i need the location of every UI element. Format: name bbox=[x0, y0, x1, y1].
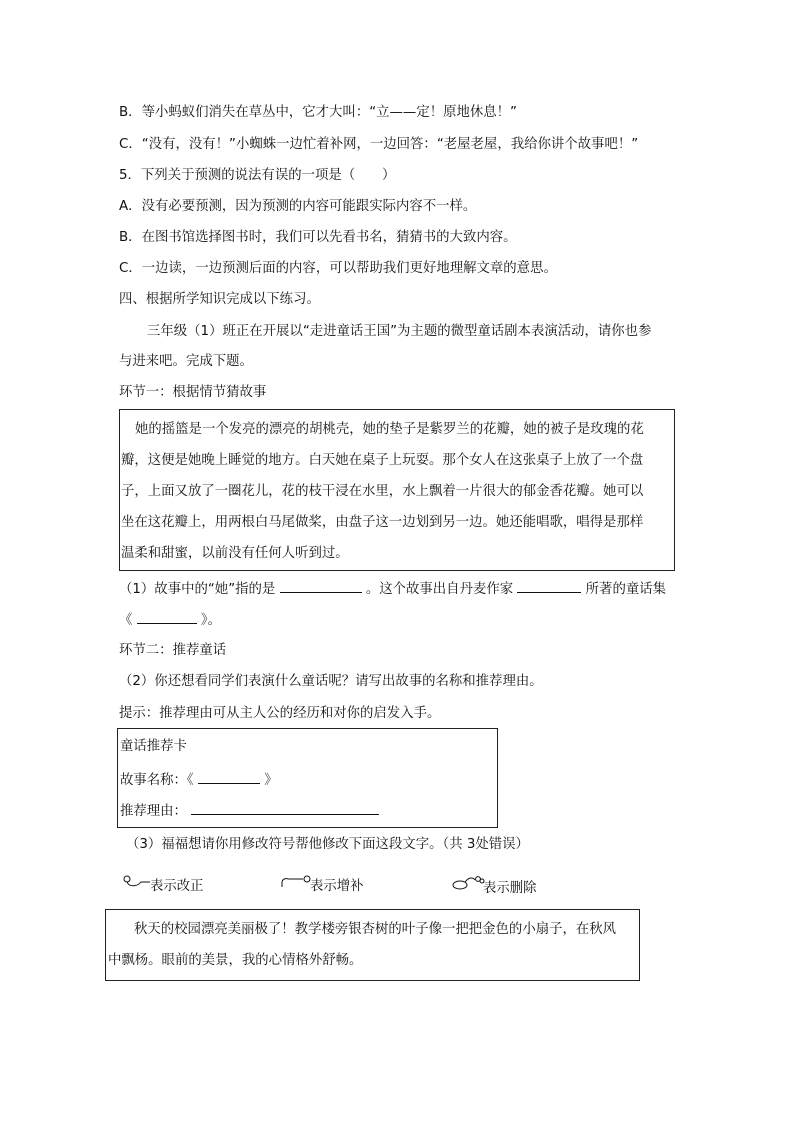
answer-blank-her[interactable] bbox=[280, 580, 362, 593]
section-4-heading: 四、根据所学知识完成以下练习。 bbox=[119, 292, 320, 307]
step-1-heading: 环节一：根据情节猜故事 bbox=[119, 385, 267, 400]
story-line-1: 她的摇篮是一个发亮的漂亮的胡桃壳，她的垫子是紫罗兰的花瓣，她的被子是玫瑰的花 bbox=[135, 422, 644, 437]
story-line-2: 瓣，这便是她晚上睡觉的地方。白天她在桌子上玩耍。那个女人在这张桌子上放了一个盘 bbox=[121, 453, 644, 468]
question-1-part-b: 。这个故事出自丹麦作家 bbox=[365, 582, 514, 597]
intro-line-2: 与进来吧。完成下题。 bbox=[119, 354, 253, 369]
story-name-label: 故事名称：《 bbox=[120, 773, 194, 788]
question-1-book bbox=[119, 611, 221, 629]
option-c: C．“没有，没有！”小蜘蛛一边忙着补网，一边回答：“老屋老屋，我给你讲个故事吧！” bbox=[119, 137, 639, 152]
passage-line-2: 中飘杨。眼前的美景，我的心情格外舒畅。 bbox=[108, 953, 363, 968]
question-5: 5．下列关于预测的说法有误的一项是（ ） bbox=[119, 168, 396, 183]
reason-blank[interactable] bbox=[191, 802, 379, 815]
question-5-option-b: B．在图书馆选择图书时，我们可以先看书名，猜猜书的大致内容。 bbox=[119, 230, 517, 245]
story-line-5: 温柔和甜蜜，以前没有任何人听到过。 bbox=[121, 546, 349, 561]
question-1 bbox=[119, 580, 666, 598]
passage-box bbox=[105, 909, 640, 981]
story-line-3: 子，上面又放了一圈花儿，花的枝干浸在水里，水上飘着一片很大的郁金香花瓣。她可以 bbox=[121, 484, 644, 499]
story-box bbox=[119, 409, 675, 571]
recommend-card-title: 童话推荐卡 bbox=[120, 739, 187, 754]
insert-mark-legend bbox=[281, 873, 391, 893]
hint: 提示：推荐理由可从主人公的经历和对你的启发入手。 bbox=[119, 706, 441, 721]
delete-mark-icon bbox=[451, 875, 485, 891]
insert-mark-label: 表示增补 bbox=[310, 879, 364, 894]
question-1-part-a: （1）故事中的“她”指的是 bbox=[119, 582, 276, 597]
story-name-blank[interactable] bbox=[198, 771, 260, 784]
reason-label: 推荐理由： bbox=[120, 804, 187, 819]
book-title-open: 《 bbox=[119, 613, 133, 628]
option-b: B．等小蚂蚁们消失在草丛中，它才大叫：“立——定！原地休息！” bbox=[119, 105, 517, 120]
passage-line-1: 秋天的校园漂亮美丽极了！教学楼旁银杏树的叶子像一把把金色的小扇子，在秋风 bbox=[134, 922, 617, 937]
question-2: （2）你还想看同学们表演什么童话呢？请写出故事的名称和推荐理由。 bbox=[119, 674, 543, 689]
step-2-heading: 环节二：推荐童话 bbox=[119, 643, 227, 658]
correct-mark-legend bbox=[123, 873, 233, 893]
story-name-row bbox=[120, 771, 278, 789]
delete-mark-legend bbox=[451, 873, 561, 896]
story-name-close: 》 bbox=[264, 773, 278, 788]
delete-mark-label: 表示删除 bbox=[483, 881, 537, 896]
intro-line-1: 三年级（1）班正在开展以“走进童话王国”为主题的微型童话剧本表演活动，请你也参 bbox=[147, 324, 652, 339]
recommend-card bbox=[117, 728, 498, 828]
correct-mark-label: 表示改正 bbox=[150, 879, 204, 894]
answer-blank-author[interactable] bbox=[517, 580, 581, 593]
answer-blank-book[interactable] bbox=[137, 611, 197, 624]
correct-mark-icon bbox=[123, 875, 151, 889]
book-title-close: 》。 bbox=[200, 613, 222, 628]
question-5-option-c: C．一边读，一边预测后面的内容，可以帮助我们更好地理解文章的意思。 bbox=[119, 261, 557, 276]
question-1-part-c: 所著的童话集 bbox=[585, 582, 667, 597]
reason-row bbox=[120, 802, 379, 820]
insert-mark-icon bbox=[281, 875, 313, 889]
question-3: （3）福福想请你用修改符号帮他修改下面这段文字。（共 3处错误） bbox=[126, 837, 529, 852]
question-5-option-a: A．没有必要预测，因为预测的内容可能跟实际内容不一样。 bbox=[119, 199, 477, 214]
story-line-4: 坐在这花瓣上，用两根白马尾做桨，由盘子这一边划到另一边。她还能唱歌，唱得是那样 bbox=[121, 515, 644, 530]
